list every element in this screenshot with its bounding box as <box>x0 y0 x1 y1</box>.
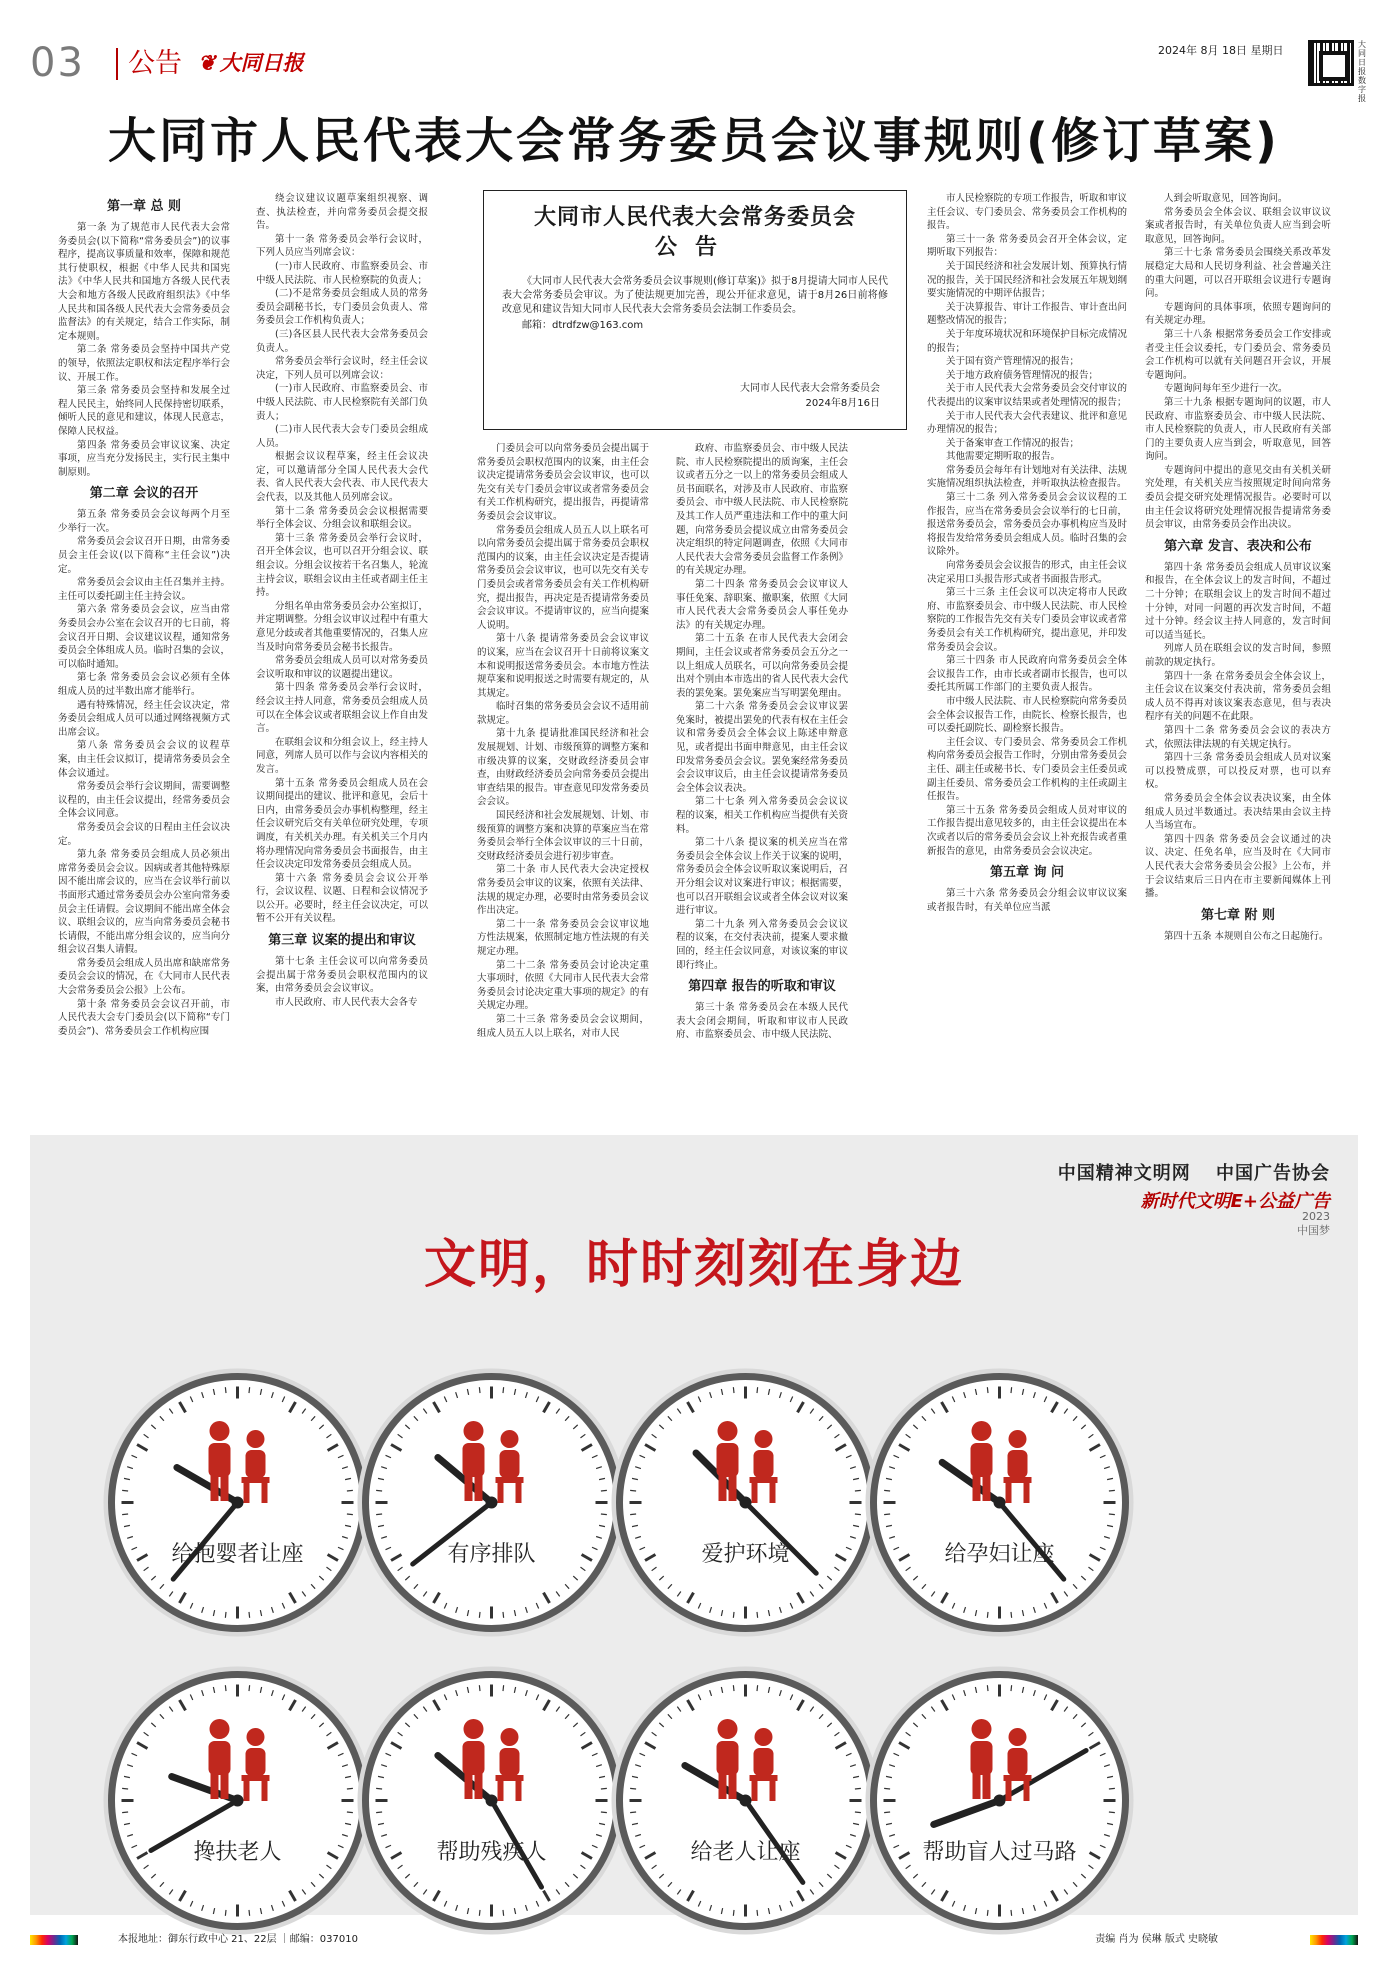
article-paragraph: 关于决算报告、审计工作报告、审计查出问题整改情况的报告； <box>927 301 1127 327</box>
article-paragraph: 第三十三条 主任会议可以决定将市人民政府、市监察委员会、市中级人民法院、市人民检察院的工作报告先交有关专门委员会审议或者常务委员会有关工作机构研究，提出意见，并印发常务委员会会议。 <box>927 587 1127 653</box>
article-paragraph: 第四十三条 常务委员会组成人员对议案可以投赞成票，可以投反对票，也可以弃权。 <box>1145 752 1331 791</box>
article-paragraph: 关于国民经济和社会发展计划、预算执行情况的报告，关于国民经济和社会发展五年规划纲要实施情况的中期评估报告； <box>927 260 1127 300</box>
article-paragraph: 第四十二条 常务委员会会议的表决方式，依照法律法规的有关规定执行。 <box>1145 724 1331 750</box>
clock-illustration <box>354 1663 629 1938</box>
article-paragraph: 常务委员会会议召开日期，由常务委员会主任会议(以下简称“主任会议”)决定。 <box>58 536 230 575</box>
article-paragraph: 常务委员会组成人员可以对常务委员会议听取和审议的议题提出建议。 <box>256 655 428 680</box>
clock-label: 帮助残疾人 <box>436 1840 547 1865</box>
public-service-ad <box>30 1135 1358 1915</box>
clock-label: 给老人让座 <box>690 1840 801 1865</box>
article-paragraph: 关于备案审查工作情况的报告； <box>946 437 1080 449</box>
article-paragraph: 第三十六条 常务委员会分组会议审议议案或者报告时，有关单位应当派 <box>927 888 1127 913</box>
header-divider <box>116 48 118 80</box>
article-paragraph: 常务委员会全体会议、联组会议审议议案或者报告时，有关单位负责人应当到会听取意见，回答询问。 <box>1145 206 1331 245</box>
article-paragraph: 第六条 常务委员会会议，应当由常务委员会办公室在会议召开的七日前，将会议召开日期、会议建议议程，通知常务委员会全体组成人员。临时召集的会议，可以临时通知。 <box>58 604 230 670</box>
section-name: 公告 <box>128 48 182 79</box>
clock-illustration <box>608 1365 883 1640</box>
chapter-heading: 第六章 发言、表决和公布 <box>1164 538 1312 554</box>
article-paragraph: 第二十七条 列入常务委员会会议议程的议案，相关工作机构应当提供有关资料。 <box>676 796 848 835</box>
ad-slogan: 文明，时时刻刻在身边 <box>423 1235 964 1295</box>
article-paragraph: (二)市人民代表大会专门委员会组成人员。 <box>256 424 428 449</box>
article-paragraph: 绕会议建议议题草案组织视察、调查、执法检查，并向常务委员会提交报告。 <box>256 193 428 232</box>
article-paragraph: 第二十条 市人民代表大会决定授权常务委员会审议的议案，依照有关法律、法规的规定办理，必要时由常务委员会议作出决定。 <box>477 864 649 917</box>
clock-face-icon <box>354 1663 629 1938</box>
clock-face-icon <box>862 1365 1137 1640</box>
article-paragraph: 第十三条 常务委员会举行会议时，召开全体会议，也可以召开分组会议、联组会议。分组会议按若干名召集人，轮流主持会议，联组会议由主任或者副主任主持。 <box>256 532 428 599</box>
article-paragraph: 关于市人民代表大会代表建议、批评和意见办理情况的报告； <box>927 410 1127 436</box>
article-paragraph: 市人民政府、市人民代表大会各专 <box>275 996 418 1008</box>
article-paragraph: 门委员会可以向常务委员会提出属于常务委员会职权范围内的议案，由主任会议决定提请常务委员会会议审议，也可以先交有关专门委员会审议或者常务委员会有关工作机构研究，提出报告，再提请常务委员会会议审议。 <box>477 443 649 522</box>
article-paragraph: 第四十五条 本规则自公布之日起施行。 <box>1164 930 1329 942</box>
ad-logo-name: 新时代文明E+公益广告 <box>1140 1191 1330 1212</box>
article-paragraph: 第二十六条 常务委员会会议审议罢免案时，被提出罢免的代表有权在主任会议和常务委员会全体会议上陈述申辩意见，或者提出书面申辩意见，由主任会议印发常务委员会会议。罢免案经常务委员会会议审议后，由主任会议提请常务委员会全体会议表决。 <box>676 701 848 794</box>
chapter-heading: 第二章 会议的召开 <box>89 486 199 502</box>
article-paragraph: 人到会听取意见，回答询问。 <box>1164 193 1288 204</box>
article-paragraph: (一)市人民政府、市监察委员会、市中级人民法院、市人民检察院有关部门负责人； <box>256 383 428 422</box>
article-column-5 <box>927 192 1127 1132</box>
article-paragraph: 第十六条 常务委员会会议公开举行，会议议程、议题、日程和会议情况予以公开。必要时，经主任会议决定，可以暂不公开有关议程。 <box>256 872 428 925</box>
article-paragraph: 专题询问中提出的意见交由有关机关研究处理，有关机关应当按照规定时间向常务委员会提交研究处理情况报告。必要时可以由主任会议将研究处理情况报告提请常务委员会审议，由常务委员会作出决议。 <box>1145 464 1331 531</box>
article-paragraph: 第二十九条 列入常务委员会会议议程的议案，在交付表决前，提案人要求撤回的，经主任会议同意，对该议案的审议即行终止。 <box>676 918 848 971</box>
article-paragraph: 第四十条 常务委员会组成人员审议议案和报告，在全体会议上的发言时间，不超过二十分钟；在联组会议上的发言时间不超过十分钟，对同一问题的再次发言时间，不超过十分钟。经会议主持人同意的，发言时间可以适当延长。 <box>1145 561 1331 641</box>
article-paragraph: 常务委员会全体会议表决议案，由全体组成人员过半数通过。表决结果由会议主持人当场宣布。 <box>1145 792 1331 832</box>
article-paragraph: 第十八条 提请常务委员会会议审议的议案，应当在会议召开十日前将议案文本和说明报送常务委员会。本市地方性法规草案和说明报送之时需要有规定的，从其规定。 <box>477 633 649 699</box>
article-paragraph: 第三十一条 常务委员会召开全体会议，定期听取下列报告： <box>927 233 1127 259</box>
page-footer <box>30 1930 1358 1950</box>
article-paragraph: 根据会议议程草案，经主任会议决定，可以邀请部分全国人民代表大会代表、省人民代表大会代表、市人民代表大会代表，以及其他人员列席会议。 <box>256 451 428 504</box>
article-paragraph: 第二十二条 常务委员会讨论决定重大事项时，依照《大同市人民代表大会常务委员会讨论决定重大事项的规定》的有关规定办理。 <box>477 959 649 1012</box>
footer-editors: 责编 肖为 侯琳 版式 史晓敏 <box>1095 1934 1218 1945</box>
ad-logo-year: 2023 <box>1302 1210 1330 1223</box>
clock-label: 给孕妇让座 <box>944 1542 1055 1567</box>
article-paragraph: 第二十五条 在市人民代表大会闭会期间，主任会议或者常务委员会五分之一以上组成人员联名，可以向常务委员会提出对个别由本市选出的省人民代表大会代表的罢免案。罢免案应当写明罢免理由。 <box>676 633 848 699</box>
clock-face-icon <box>354 1365 629 1640</box>
article-paragraph: 关于年度环境状况和环境保护目标完成情况的报告； <box>927 328 1127 354</box>
qr-caption: 大同日报数字报 <box>1358 40 1366 103</box>
clock-label: 有序排队 <box>447 1542 536 1567</box>
article-paragraph: 第三十九条 根据专题询问的议题，市人民政府、市监察委员会、市中级人民法院、市人民检察院的负责人，市人民政府有关部门的主要负责人应当到会，听取意见，回答询问。 <box>1145 396 1331 463</box>
article-paragraph: 第二十四条 常务委员会会议审议人事任免案、辞职案、撤职案，依照《大同市人民代表大会常务委员会人事任免办法》的有关规定办理。 <box>676 578 848 631</box>
article-paragraph: 分组名单由常务委员会办公室拟订，并定期调整。分组会议审议过程中有重大意见分歧或者其他重要情况的，召集人应当及时向常务委员会秘书长报告。 <box>256 600 428 653</box>
article-column-1 <box>58 192 230 1132</box>
article-paragraph: 第二十八条 提议案的机关应当在常务委员会全体会议上作关于议案的说明，常务委员会全体会议听取议案说明后，召开分组会议对议案进行审议；根据需要，也可以召开联组会议或者全体会议对议案进行审议。 <box>676 837 848 917</box>
article-paragraph: 第十五条 常务委员会组成人员在会议期间提出的建议、批评和意见，会后十日内，由常务委员会办事机构整理，经主任会议研究后交有关单位研究处理，专项调度，有关机关办理。有关机关三个月内将办理情况向常务委员会书面报告，由主任会议决定印发常务委员会组成人员。 <box>256 777 428 871</box>
clock-face-icon <box>100 1365 375 1640</box>
article-paragraph: 政府、市监察委员会、市中级人民法院、市人民检察院提出的质询案，主任会议或者五分之一以上的常务委员会组成人员书面联名，对涉及市人民政府、市监察委员会、市中级人民法院、市人民检察院及其工作人员严重违法和工作中的重大问题，向常务委员会提议成立由常务委员会决定组织的特定问题调查，依照《大同市人民代表大会常务委员会监督工作条例》的有关规定办理。 <box>676 443 848 577</box>
article-paragraph: 第一条 为了规范市人民代表大会常务委员会(以下简称“常务委员会”)的议事程序，提高议事质量和效率，保障和规范其行使职权，根据《中华人民共和国宪法》《中华人民共和国地方各级人民代表大会和地方各级人民政府组织法》《中华人民共和国各级人民代表大会常务委员会监督法》的有关规定，结合工作实际，制定本规则。 <box>58 222 230 342</box>
article-paragraph: 第三十二条 列入常务委员会会议议程的工作报告，应当在常务委员会会议举行的七日前，报送常务委员会，常务委员会办事机构应当及时将报告发给常务委员会组成人员。临时召集的会议除外。 <box>927 492 1127 558</box>
article-paragraph: 第三条 常务委员会坚持和发展全过程人民民主，始终同人民保持密切联系，倾听人民的意见和建议，体现人民意志，保障人民权益。 <box>58 385 230 437</box>
article-paragraph: 关于市人民代表大会常务委员会交付审议的代表提出的议案审议结果或者处理情况的报告； <box>927 383 1127 408</box>
article-paragraph: 第十九条 提请批准国民经济和社会发展规划、计划、市级预算的调整方案和市级决算的议案，交财政经济委员会审查，由财政经济委员会向常务委员会提出审查结果的报告。审查意见印发常务委员会会议。 <box>477 728 649 808</box>
article-paragraph: 第三十条 常务委员会在本级人民代表大会闭会期间，听取和审议市人民政府、市监察委员会、市中级人民法院、 <box>676 1002 848 1041</box>
article-paragraph: (二)不是常务委员会组成人员的常务委员会副秘书长，专门委员会负责人、常务委员会工作机构负责人； <box>256 288 428 327</box>
article-paragraph: 向常务委员会会议报告的形式，由主任会议决定采用口头报告形式或者书面报告形式。 <box>927 560 1127 585</box>
notice-date: 2024年8月16日 <box>805 398 880 409</box>
notice-subtitle: 公告 <box>654 235 735 260</box>
clock-label: 给抱婴者让座 <box>171 1542 304 1567</box>
article-paragraph: 第三十四条 市人民政府向常务委员会全体会议报告工作，由市长或者副市长报告，也可以委托其所属工作部门的主要负责人报告。 <box>927 655 1127 694</box>
article-paragraph: 常务委员会举行会议期间，需要调整议程的，由主任会议提出，经常务委员会全体会议同意。 <box>58 781 230 820</box>
article-paragraph: 第三十七条 常务委员会围绕关系改革发展稳定大局和人民切身利益、社会普遍关注的重大问题，可以召开联组会议进行专题询问。 <box>1145 247 1331 300</box>
article-paragraph: 第二十三条 常务委员会会议期间，组成人员五人以上联名，对市人民 <box>477 1013 649 1039</box>
ad-logo-badge: 中国梦 <box>1297 1224 1330 1237</box>
article-paragraph: (三)各区县人民代表大会常务委员会负责人。 <box>256 328 428 354</box>
article-column-3 <box>477 442 649 1132</box>
publication-date: 2024年 8月 18日 星期日 <box>1158 44 1284 57</box>
page-number: 03 <box>30 40 85 86</box>
clock-illustration <box>100 1663 375 1938</box>
article-paragraph: 第九条 常务委员会组成人员必须出席常务委员会会议。因病或者其他特殊原因不能出席会议的，应当在会议举行前以书面形式通过常务委员会办公室向常务委员会主任请假。会议期间不能出席全体会议、联组会议的，应当向常务委员会秘书长请假，不能出席分组会议的，应当向分组会议召集人请假。 <box>58 849 230 956</box>
chapter-heading: 第一章 总 则 <box>106 199 182 214</box>
notice-signer: 大同市人民代表大会常务委员会 <box>740 383 880 394</box>
chapter-heading: 第五章 询 问 <box>989 865 1065 881</box>
chapter-heading: 第三章 议案的提出和审议 <box>268 933 416 949</box>
footer-address: 本报地址：御东行政中心 21、22层 ｜邮编：037010 <box>118 1934 358 1945</box>
clock-face-icon <box>608 1365 883 1640</box>
clock-label: 爱护环境 <box>701 1542 790 1567</box>
article-column-6 <box>1145 192 1331 1132</box>
article-paragraph: 国民经济和社会发展规划、计划、市级预算的调整方案和决算的草案应当在常务委员会举行全体会议审议的三十日前，交财政经济委员会进行初步审查。 <box>477 810 649 862</box>
article-paragraph: 常务委员会会议的日程由主任会议决定。 <box>58 821 230 847</box>
article-paragraph: 第三十五条 常务委员会组成人员对审议的工作报告提出意见较多的，由主任会议提出在本次或者以后的常务委员会会议上补充报告或者重新报告的意见，由常务委员会会议决定。 <box>927 804 1127 857</box>
article-paragraph: (一)市人民政府、市监察委员会、市中级人民法院、市人民检察院的负责人； <box>256 260 428 286</box>
flame-icon: ❦ <box>198 50 216 75</box>
article-column-2 <box>256 192 428 1132</box>
article-paragraph: 第八条 常务委员会会议的议程草案，由主任会议拟订，提请常务委员会全体会议通过。 <box>58 740 230 779</box>
clock-label: 帮助盲人过马路 <box>922 1840 1077 1865</box>
article-paragraph: 专题询问每年至少进行一次。 <box>1164 383 1288 395</box>
article-paragraph: 遇有特殊情况，经主任会议决定，常务委员会组成人员可以通过网络视频方式出席会议。 <box>58 699 230 738</box>
article-paragraph: 其他需要定期听取的报告。 <box>946 451 1061 463</box>
article-paragraph: 第十二条 常务委员会会议根据需要举行全体会议、分组会议和联组会议。 <box>256 505 428 531</box>
article-paragraph: 第十条 常务委员会会议召开前，市人民代表大会专门委员会(以下简称“专门委员会”)、常务委员会工作机构应围 <box>58 998 230 1037</box>
ad-org-1: 中国精神文明网 <box>1057 1163 1191 1184</box>
notice-body: 《大同市人民代表大会常务委员会议事规则(修订草案)》拟于8月提请大同市人民代表大会常务委员会审议。为了使法规更加完善，现公开征求意见，请于8月26日前将修改意见和建议告知大同市人民代表大会常务委员会法制工作委员会。 <box>502 276 888 315</box>
clock-illustration <box>100 1365 375 1640</box>
article-paragraph: 专题询问的具体事项，依照专题询问的有关规定办理。 <box>1145 301 1331 327</box>
color-bar-left <box>30 1935 78 1945</box>
clock-illustration <box>862 1365 1137 1640</box>
clock-face-icon <box>862 1663 1137 1938</box>
qr-code-icon[interactable] <box>1308 40 1354 86</box>
article-paragraph: 列席人员在联组会议的发言时间，参照前款的规定执行。 <box>1145 643 1331 668</box>
article-paragraph: 常务委员会组成人员出席和缺席常务委员会会议的情况，在《大同市人民代表大会常务委员会公报》上公布。 <box>58 957 230 997</box>
notice-box <box>483 190 907 430</box>
chapter-heading: 第四章 报告的听取和审议 <box>688 979 836 995</box>
article-paragraph: 第二十一条 常务委员会会议审议地方性法规案，依照制定地方性法规的有关规定办理。 <box>477 918 649 957</box>
article-column-4 <box>676 442 848 1132</box>
article-paragraph: 常务委员会会议由主任召集并主持。主任可以委托副主任主持会议。 <box>58 577 230 602</box>
article-paragraph: 第四十一条 在常务委员会全体会议上，主任会议在议案交付表决前，常务委员会组成人员不得再对该议案表态意见，但与表决程序有关的问题不在此限。 <box>1145 670 1331 723</box>
article-paragraph: 关于国有资产管理情况的报告； <box>946 356 1080 368</box>
article-paragraph: 常务委员会每年有计划地对有关法律、法规实施情况组织执法检查，并听取执法检查报告。 <box>927 464 1127 490</box>
article-paragraph: 主任会议、专门委员会、常务委员会工作机构向常务委员会报告工作时，分别由常务委员会主任、副主任或秘书长、专门委员会主任委员或副主任委员、常务委员会工作机构的主任或副主任报告。 <box>927 736 1127 803</box>
article-paragraph: 市人民检察院的专项工作报告，听取和审议主任会议、专门委员会、常务委员会工作机构的报告。 <box>927 193 1127 232</box>
clock-face-icon <box>608 1663 883 1938</box>
clock-label: 搀扶老人 <box>193 1840 282 1865</box>
notice-email[interactable]: 邮箱：dtrdfzw@163.com <box>522 320 644 331</box>
article-paragraph: 第二条 常务委员会坚持中国共产党的领导，依照法定职权和法定程序举行会议、开展工作。 <box>58 344 230 383</box>
clock-illustration <box>608 1663 883 1938</box>
article-paragraph: 第七条 常务委员会会议必须有全体组成人员的过半数出席才能举行。 <box>58 672 230 697</box>
article-paragraph: 第十一条 常务委员会举行会议时，下列人员应当列席会议： <box>256 233 428 259</box>
article-paragraph: 在联组会议和分组会议上，经主持人同意，列席人员可以作与会议内容相关的发言。 <box>256 736 428 775</box>
newspaper-logo <box>198 48 304 78</box>
article-paragraph: 第十七条 主任会议可以向常务委员会提出属于常务委员会职权范围内的议案，由常务委员会会议审议。 <box>256 956 428 995</box>
article-paragraph: 常务委员会举行会议时，经主任会议决定，下列人员可以列席会议： <box>256 356 428 381</box>
color-bar-right <box>1310 1935 1358 1945</box>
article-paragraph: 常务委员会组成人员五人以上联名可以向常务委员会提出属于常务委员会职权范围内的议案，由主任会议决定是否提请常务委员会会议审议，也可以先交有关专门委员会或者常务委员会有关工作机构研究，提出报告，再决定是否提请常务委员会会议审议。不提请审议的，应当向提案人说明。 <box>477 524 649 631</box>
notice-signature <box>740 381 880 411</box>
article-paragraph: 关于地方政府债务管理情况的报告； <box>946 369 1099 381</box>
chapter-heading: 第七章 附 则 <box>1200 907 1276 923</box>
notice-title: 大同市人民代表大会常务委员会 <box>533 205 856 230</box>
clock-illustration <box>862 1663 1137 1938</box>
article-paragraph: 临时召集的常务委员会会议不适用前款规定。 <box>477 701 649 726</box>
ad-organizations <box>1040 1159 1330 1185</box>
clock-face-icon <box>100 1663 375 1938</box>
article-paragraph: 第四条 常务委员会审议议案、决定事项，应当充分发扬民主，实行民主集中制原则。 <box>58 439 230 478</box>
page-headline: 大同市人民代表大会常务委员会议事规则(修订草案) <box>108 113 1280 169</box>
newspaper-name: 大同日报 <box>219 50 304 75</box>
article-paragraph: 第五条 常务委员会会议每两个月至少举行一次。 <box>58 509 230 534</box>
ad-org-2: 中国广告协会 <box>1216 1163 1330 1184</box>
masthead <box>30 40 1366 103</box>
clock-illustration <box>354 1365 629 1640</box>
article-paragraph: 第三十八条 根据常务委员会工作安排或者受主任会议委托，专门委员会、常务委员会工作机构可以就有关问题召开会议，开展专题询问。 <box>1145 328 1331 381</box>
article-paragraph: 市中级人民法院、市人民检察院向常务委员会全体会议报告工作，由院长、检察长报告，也可以委托副院长、副检察长报告。 <box>927 695 1127 735</box>
article-paragraph: 第四十四条 常务委员会会议通过的决议、决定、任免名单，应当及时在《大同市人民代表大会常务委员会公报》上公布，并于会议结束后三日内在市主要新闻媒体上刊播。 <box>1145 833 1331 900</box>
article-paragraph: 第十四条 常务委员会举行会议时，经会议主持人同意，常务委员会组成人员可以在全体会议或者联组会议上作自由发言。 <box>256 682 428 735</box>
